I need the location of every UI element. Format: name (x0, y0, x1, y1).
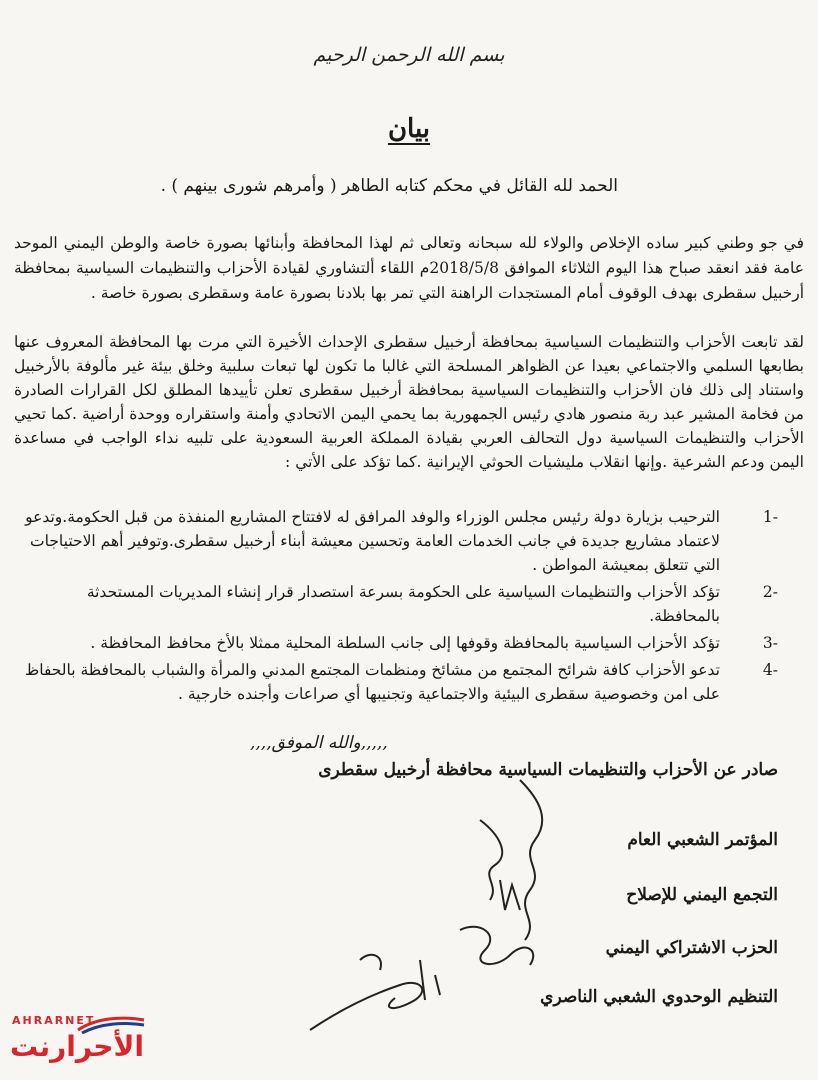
list-item-number: -4 (762, 661, 778, 679)
opening-verse: الحمد لله القائل في محكم كتابه الطاهر ( وأمرهم شورى بينهم ) . (160, 176, 618, 196)
list-item-number: -2 (762, 583, 778, 601)
paragraph-intro: في جو وطني كبير ساده الإخلاص والولاء لله سبحانه وتعالى ثم لهذا المحافظة وأبنائها بصورة خاصة والوطن اليمني الموحد عامة فقد انعقد صباح هذا اليوم الثلاثاء الموافق 2018/5/8م اللقاء ألتشاوري لقيادة الأحزاب والتنظيمات السياسية بمحافظة أرخبيل سقطرى بهدف الوقوف أمام المستجدات الراهنة التي تمر بها بلادنا بصورة عامة وسقطرى بصورة خاصة . (14, 234, 805, 302)
ahrarnet-watermark (6, 1014, 146, 1074)
closing-phrase: ,,,,,والله الموفق,,,, (250, 733, 388, 753)
list-item-number: -3 (762, 634, 778, 652)
watermark-latin: AHRARNET (12, 1014, 96, 1027)
party-islah: التجمع اليمني للإصلاح (626, 885, 778, 905)
basmala: بسم الله الرحمن الرحيم (313, 44, 505, 66)
list-item-text: تدعو الأحزاب كافة شرائح المجتمع من مشائخ ومنظمات المجتمع المدني والمرأة والشباب بالمحافظة بالحفاظ على امن وخصوصية سقطرى البيئية والاجتماعية وتجنيبها أي صراعات وأجنده خارجية . (24, 661, 720, 703)
list-item-text: الترحيب بزيارة دولة رئيس مجلس الوزراء والوفد المرافق له لافتتاح المشاريع المنفذة من قبل الحكومة.وتدعو لاعتماد مشاريع جديدة في جانب الخدمات العامة وتحسين معيشة أبناء أرخبيل سقطرى.وتوفير أهم الاحتياجات التي تتعلق بمعيشة المواطن . (25, 508, 720, 574)
list-item (20, 505, 778, 577)
list-item (20, 631, 778, 655)
issuer-line: صادر عن الأحزاب والتنظيمات السياسية محافظة أرخبيل سقطرى (318, 760, 778, 780)
party-gpc: المؤتمر الشعبي العام (627, 830, 778, 850)
paragraph-position: لقد تابعت الأحزاب والتنظيمات السياسية بمحافظة أرخبيل سقطرى الإحداث الأخيرة التي مرت بها المحافظة المعروف عنها بطابعها السلمي والاجتماعي بعيدا عن الظواهر المسلحة التي غالبا ما تكون لها تبعات سلبية وخلق بيئة غير مألوفة بالأرخبيل واستناد إلى ذلك فان الأحزاب والتنظيمات السياسية بمحافظة أرخبيل سقطرى تعلن تأييدها المطلق لكل القرارات الصادرة من فخامة المشير عبد ربة منصور هادي رئيس الجمهورية بما يحمي اليمن الاتحادي وأمنة واستقراره ووحدة أراضية .كما تحيي الأحزاب والتنظيمات السياسية دول التحالف العربي بقيادة المملكة العربية السعودية على تلبيه نداء الواجب في مساعدة اليمن ودعم الشرعية .وإنها انقلاب مليشيات الحوثي الإيرانية .كما تؤكد على الأتي : (14, 333, 804, 471)
watermark-arabic: الأحرارنت (10, 1030, 144, 1063)
list-item (20, 580, 778, 628)
list-item-number: -1 (762, 508, 778, 526)
list-item-text: تؤكد الأحزاب السياسية بالمحافظة وقوفها إلى جانب السلطة المحلية ممثلا بالأخ محافظ المحافظة . (90, 634, 720, 652)
resolutions-list (20, 505, 778, 709)
list-item (20, 658, 778, 706)
party-nasserist: التنظيم الوحدوي الشعبي الناصري (540, 987, 778, 1007)
list-item-text: تؤكد الأحزاب والتنظيمات السياسية على الحكومة بسرعة استصدار قرار إنشاء المديريات المستحدثة بالمحافظة. (86, 583, 720, 625)
party-socialist: الحزب الاشتراكي اليمني (605, 938, 778, 958)
document-title: بيان (387, 114, 431, 144)
